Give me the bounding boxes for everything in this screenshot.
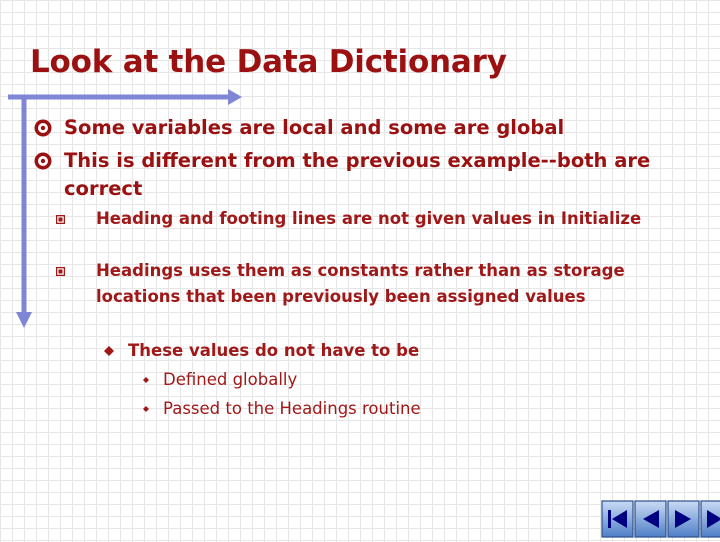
horizontal-arrowhead-icon <box>228 89 242 105</box>
bullet-level4 <box>163 367 613 393</box>
last-slide-icon <box>700 500 720 538</box>
bullet-level1 <box>64 114 684 142</box>
bullet-level1-text: Some variables are local and some are global <box>64 116 565 139</box>
first-slide-icon <box>601 500 634 538</box>
last-slide-button[interactable] <box>700 500 720 538</box>
previous-slide-icon <box>634 500 667 538</box>
next-slide-button[interactable] <box>667 500 700 538</box>
bullet-level2 <box>96 206 656 232</box>
slide-title: Look at the Data Dictionary <box>30 44 507 80</box>
vertical-arrowhead-icon <box>16 312 32 328</box>
bullet-level1-text: This is different from the previous example--both are correct <box>64 149 651 200</box>
bullet-level2-text: Headings uses them as constants rather than as storage locations that been previously been assigned values <box>96 261 625 306</box>
bullet-level2 <box>96 258 656 309</box>
square-bullet-icon <box>56 215 65 224</box>
diamond-bullet-icon <box>104 346 114 356</box>
bullet-level4-text: Passed to the Headings routine <box>163 399 421 418</box>
first-slide-button[interactable] <box>601 500 634 538</box>
bullet-level3-text: These values do not have to be <box>128 341 420 360</box>
square-bullet-icon <box>56 267 65 276</box>
next-slide-icon <box>667 500 700 538</box>
bullet-level3 <box>128 338 628 364</box>
dot-bullet-icon <box>143 377 149 383</box>
dot-bullet-icon <box>143 406 149 412</box>
bullet-level1 <box>64 147 684 203</box>
bullet-level2-text: Heading and footing lines are not given values in Initialize <box>96 209 642 228</box>
gear-bullet-icon <box>34 152 52 170</box>
bullet-level4-text: Defined globally <box>163 370 298 389</box>
gear-bullet-icon <box>34 119 52 137</box>
previous-slide-button[interactable] <box>634 500 667 538</box>
bullet-level4 <box>163 396 613 422</box>
